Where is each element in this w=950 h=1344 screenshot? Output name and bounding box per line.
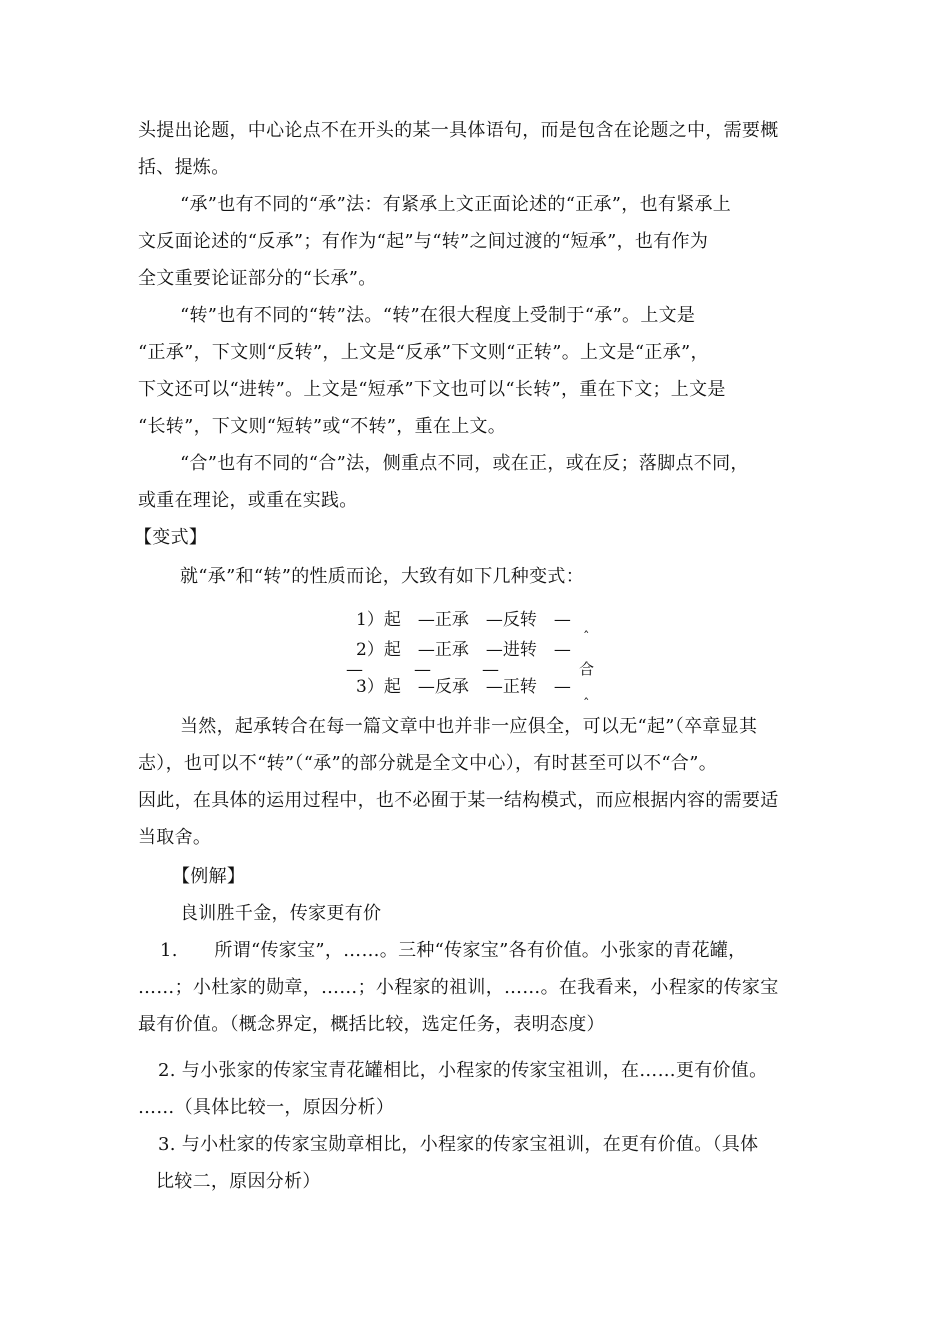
paragraph-line: “承”也有不同的“承”法：有紧承上文正面论述的“正承”，也有紧承上 <box>180 194 732 215</box>
paragraph-line: 头提出论题，中心论点不在开头的某一具体语句，而是包含在论题之中，需要概 <box>138 120 779 141</box>
paragraph-line: “合”也有不同的“合”法，侧重点不同，或在正，或在反；落脚点不同， <box>180 453 749 474</box>
paragraph-line: “长转”，下文则“短转”或“不转”，重在上文。 <box>138 416 507 437</box>
formula-row-1: 1）起 —正承 —反转 — <box>356 610 571 630</box>
paragraph-line: “正承”，下文则“反转”，上文是“反承”下文则“正转”。上文是“正承”， <box>138 342 709 363</box>
example-title: 良训胜千金，传家更有价 <box>180 903 382 924</box>
list-item-3-line: 3. 与小杜家的传家宝勋章相比，小程家的传家宝祖训，在更有价值。（具体 <box>158 1134 759 1155</box>
formula-he-char: 合 <box>579 660 595 678</box>
list-item-1-line: 最有价值。（概念界定，概括比较，选定任务，表明态度） <box>138 1014 605 1035</box>
paragraph-line: 当取舍。 <box>138 827 212 848</box>
formula-caret-top: ˆ <box>583 630 590 645</box>
formula-stray-dashes: — — — <box>346 660 499 680</box>
list-item-1-line: 1. 所谓“传家宝”，……。三种“传家宝”各有价值。小张家的青花罐， <box>160 940 747 961</box>
paragraph-line: 文反面论述的“反承”；有作为“起”与“转”之间过渡的“短承”，也有作为 <box>138 231 709 252</box>
list-item-2-line: 2. 与小张家的传家宝青花罐相比，小程家的传家宝祖训，在……更有价值。 <box>158 1060 768 1081</box>
variants-formula <box>340 604 610 714</box>
paragraph-line: “转”也有不同的“转”法。“转”在很大程度上受制于“承”。上文是 <box>180 305 696 326</box>
list-item-3-line: 比较二，原因分析） <box>156 1171 321 1192</box>
paragraph-line: 因此，在具体的运用过程中，也不必囿于某一结构模式，而应根据内容的需要适 <box>138 790 779 811</box>
section-heading-variants: 【变式】 <box>134 527 208 548</box>
paragraph-line: 全文重要论证部分的“长承”。 <box>138 268 377 289</box>
paragraph-line: 就“承”和“转”的性质而论，大致有如下几种变式： <box>180 566 585 587</box>
paragraph-line: 志），也可以不“转”（“承”的部分就是全文中心），有时甚至可以不“合”。 <box>138 753 718 774</box>
paragraph-line: 下文还可以“进转”。上文是“短承”下文也可以“长转”，重在下文；上文是 <box>138 379 726 400</box>
paragraph-line: 当然，起承转合在每一篇文章中也并非一应俱全，可以无“起”（卒章显其 <box>180 716 758 737</box>
formula-row-3: 3）起 —反承 —正转 — <box>356 677 571 697</box>
list-item-1-line: ……；小杜家的勋章，……；小程家的祖训，……。在我看来，小程家的传家宝 <box>138 977 779 998</box>
formula-caret-bottom: ˆ <box>583 697 590 712</box>
paragraph-line: 或重在理论，或重在实践。 <box>138 490 358 511</box>
section-heading-example: 【例解】 <box>172 866 246 887</box>
paragraph-line: 括、提炼。 <box>138 157 230 178</box>
formula-row-2: 2）起 —正承 —进转 — <box>356 640 571 660</box>
list-item-2-line: ……（具体比较一，原因分析） <box>138 1097 395 1118</box>
